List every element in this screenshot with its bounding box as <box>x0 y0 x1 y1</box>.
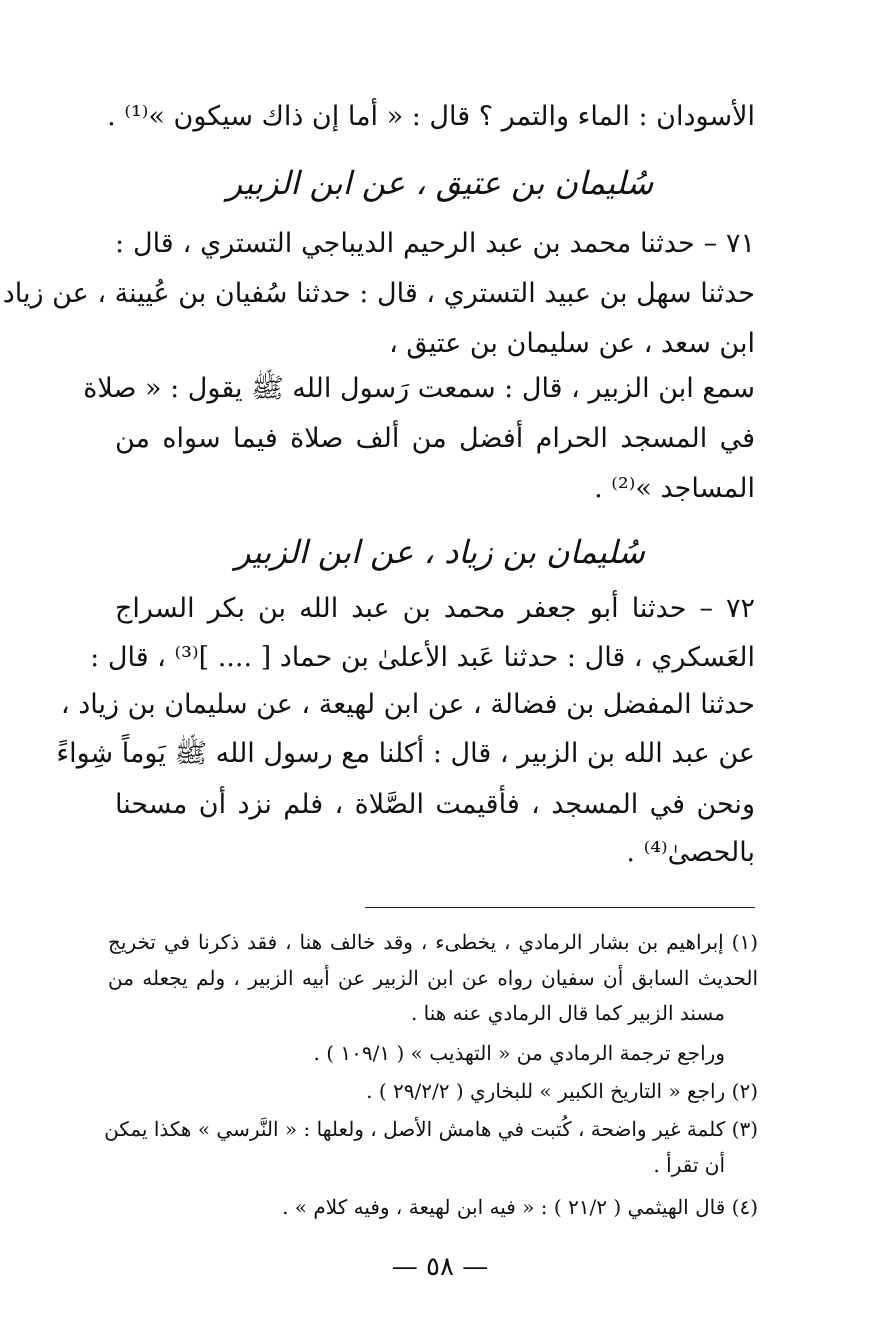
text-line: ابن سعد ، عن سليمان بن عتيق ، <box>389 328 755 359</box>
footnote-line: وراجع ترجمة الرمادي من « التهذيب » ( ١٠٩/١ ) . <box>313 1041 725 1065</box>
footnote-line: (٤) قال الهيثمي ( ٢١/٢ ) : « فيه ابن لهيعة ، وفيه كلام » . <box>282 1195 758 1219</box>
text-line: ٧١ – حدثنا محمد بن عبد الرحيم الديباجي التستري ، قال : <box>115 228 755 259</box>
text-line: حدثنا سهل بن عبيد التستري ، قال : حدثنا سُفيان بن عُيينة ، عن زياد <box>2 278 755 309</box>
footnote-line: مسند الزبير كما قال الرمادي عنه هنا . <box>410 1001 725 1025</box>
section-heading: سُليمان بن عتيق ، عن ابن الزبير <box>226 164 654 202</box>
text-line: ٧٢ – حدثنا أبو جعفر محمد بن عبد الله بن بكر السراج <box>115 593 755 624</box>
footnote-line: أن تقرأ . <box>653 1153 725 1177</box>
text-line: عن عبد الله بن الزبير ، قال : أكلنا مع رسول الله ﷺ يَوماً شِواءً <box>56 738 755 769</box>
text-line: حدثنا المفضل بن فضالة ، عن ابن لهيعة ، عن سليمان بن زياد ، <box>60 689 755 720</box>
footnote-line: (٢) راجع « التاريخ الكبير » للبخاري ( ٢٩/٢/٢ ) . <box>366 1079 758 1103</box>
text-line: في المسجد الحرام أفضل من ألف صلاة فيما سواه من <box>115 423 755 454</box>
footnote-divider <box>365 907 755 908</box>
footnote-line: (٣) كلمة غير واضحة ، كُتبت في هامش الأصل ، ولعلها : « النَّرسي » هكذا يمكن <box>104 1117 758 1141</box>
text-line: المساجد »⁽²⁾ . <box>594 473 755 504</box>
section-heading: سُليمان بن زياد ، عن ابن الزبير <box>235 533 645 571</box>
text-line: بالحصىٰ⁽⁴⁾ . <box>626 837 755 868</box>
footnote-line: الحديث السابق أن سفيان رواه عن ابن الزبير عن أبيه الزبير ، ولم يجعله من <box>108 966 759 990</box>
text-line: ونحن في المسجد ، فأقيمت الصَّلاة ، فلم نزد أن مسحنا <box>115 789 755 820</box>
text-line: الأسودان : الماء والتمر ؟ قال : « أما إن ذاك سيكون »⁽¹⁾ . <box>107 101 755 132</box>
footnote-line: (١) إبراهيم بن بشار الرمادي ، يخطىء ، وقد خالف هنا ، فقد ذكرنا في تخريج <box>108 930 758 954</box>
page-number: — ٥٨ — <box>391 1252 489 1282</box>
text-line: سمع ابن الزبير ، قال : سمعت رَسول الله ﷺ يقول : « صلاة <box>83 373 755 404</box>
text-line: العَسكري ، قال : حدثنا عَبد الأعلىٰ بن حماد [ .... ]⁽³⁾ ، قال : <box>90 642 755 673</box>
